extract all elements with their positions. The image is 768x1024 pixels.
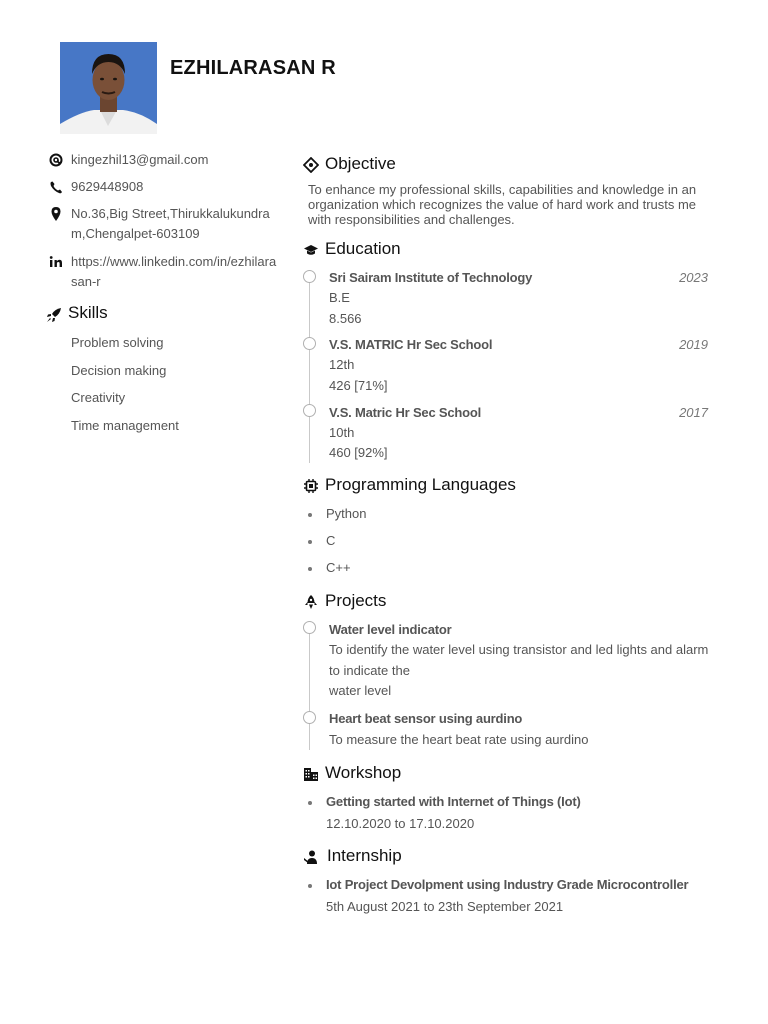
- education-school: V.S. MATRIC Hr Sec School: [329, 337, 493, 352]
- phone-text: 9629448908: [71, 179, 144, 194]
- workshop-name: Getting started with Internet of Things (Iot): [326, 794, 581, 809]
- skill-item: Decision making: [71, 363, 167, 378]
- linkedin-icon: [48, 253, 64, 271]
- bullet: [308, 513, 312, 517]
- contact-address: [48, 204, 280, 244]
- profile-photo: [60, 42, 157, 134]
- education-title: Education: [325, 239, 401, 258]
- education-score: 426 [71%]: [329, 378, 388, 393]
- internship-dates: 5th August 2021 to 23th September 2021: [326, 899, 564, 914]
- education-school: Sri Sairam Institute of Technology: [329, 270, 533, 285]
- bullet: [308, 884, 312, 888]
- building-icon: [303, 766, 319, 782]
- education-degree: 10th: [329, 425, 355, 440]
- education-degree: 12th: [329, 357, 355, 372]
- education-score: 8.566: [329, 311, 362, 326]
- projects-timeline-line: [309, 628, 310, 750]
- address-text: No.36,Big Street,Thirukkalukundram,Chengalpet-603109: [71, 206, 270, 241]
- at-icon: [48, 151, 64, 169]
- bullet: [308, 801, 312, 805]
- linkedin-text: https://www.linkedin.com/in/ezhilarasan-r: [71, 254, 277, 289]
- location-pin-icon: [48, 205, 64, 223]
- skill-item: Problem solving: [71, 335, 164, 350]
- target-icon: [303, 157, 319, 173]
- language-item: Python: [326, 506, 367, 521]
- chip-icon: [303, 478, 319, 494]
- education-score: 460 [92%]: [329, 445, 388, 460]
- project-description: [329, 640, 709, 702]
- phone-icon: [48, 178, 64, 196]
- project-description-line: water level: [329, 683, 392, 698]
- objective-title: Objective: [325, 154, 396, 173]
- education-degree: B.E: [329, 290, 350, 305]
- contact-linkedin[interactable]: [48, 252, 280, 292]
- language-item: C++: [326, 560, 351, 575]
- worker-icon: [303, 849, 319, 865]
- skill-item: Time management: [71, 418, 179, 433]
- education-year: 2019: [679, 337, 708, 352]
- rocket-icon: [46, 307, 62, 323]
- education-school: V.S. Matric Hr Sec School: [329, 405, 482, 420]
- education-year: 2023: [679, 270, 708, 285]
- skill-item: Creativity: [71, 390, 126, 405]
- internship-title: Internship: [327, 846, 402, 865]
- timeline-dot: [303, 621, 316, 634]
- timeline-dot: [303, 404, 316, 417]
- projects-title: Projects: [325, 591, 387, 610]
- project-name: Water level indicator: [329, 622, 452, 637]
- timeline-dot: [303, 270, 316, 283]
- graduation-cap-icon: [303, 242, 319, 258]
- contact-email[interactable]: [48, 150, 280, 170]
- rocket-launch-icon: [303, 594, 319, 610]
- project-description: To measure the heart beat rate using aurdino: [329, 732, 589, 747]
- skills-title: Skills: [68, 303, 108, 322]
- languages-title: Programming Languages: [325, 475, 516, 494]
- internship-name: Iot Project Devolpment using Industry Grade Microcontroller: [326, 877, 689, 892]
- language-item: C: [326, 533, 336, 548]
- project-name: Heart beat sensor using aurdino: [329, 711, 523, 726]
- timeline-dot: [303, 337, 316, 350]
- project-description-line: To identify the water level using transistor and led lights and alarm to indicate the: [329, 642, 709, 678]
- bullet: [308, 567, 312, 571]
- workshop-dates: 12.10.2020 to 17.10.2020: [326, 816, 475, 831]
- bullet: [308, 540, 312, 544]
- email-text: kingezhil13@gmail.com: [71, 152, 209, 167]
- education-year: 2017: [679, 405, 708, 420]
- objective-text: To enhance my professional skills, capabilities and knowledge in an organization which recognizes the value of hard work and trusts me with responsibilities and challenges.: [308, 182, 697, 227]
- contact-phone[interactable]: [48, 177, 280, 197]
- workshop-title: Workshop: [325, 763, 402, 782]
- education-timeline-line: [309, 277, 310, 463]
- timeline-dot: [303, 711, 316, 724]
- candidate-name: EZHILARASAN R: [170, 57, 336, 79]
